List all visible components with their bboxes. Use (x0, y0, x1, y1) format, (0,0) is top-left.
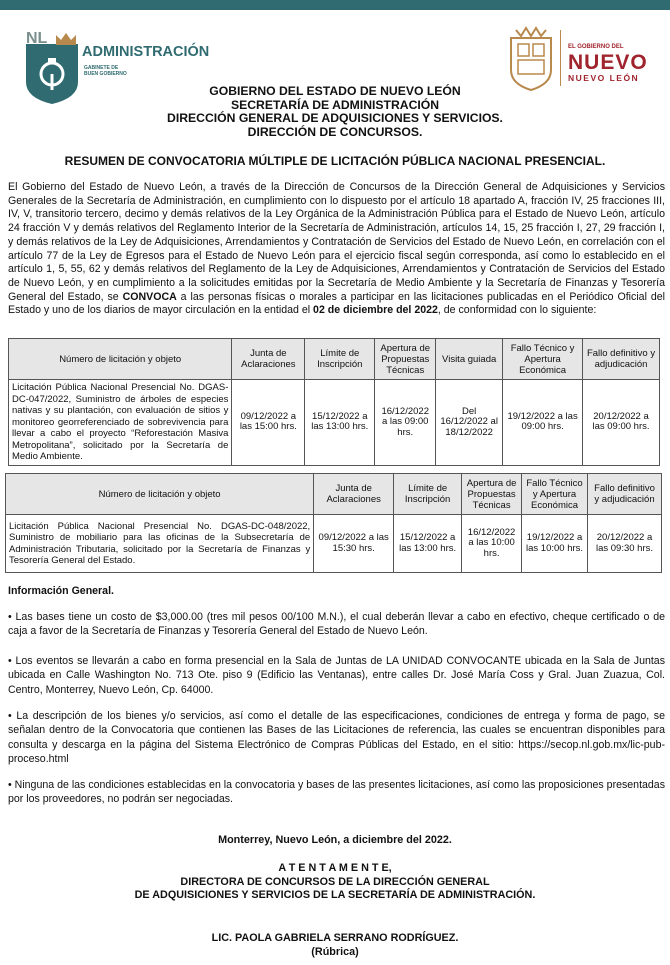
logo-right-line1: EL GOBIERNO DEL (568, 44, 624, 50)
intro-date: 02 de diciembre del 2022 (313, 304, 438, 317)
signer-role-1: DIRECTORA DE CONCURSOS DE LA DIRECCIÓN GENERAL (180, 875, 490, 888)
t2-header-junta: Junta de Aclaraciones (314, 474, 394, 515)
t2-header-limite: Límite de Inscripción (394, 474, 462, 515)
intro-paragraph (8, 181, 665, 318)
logo-right-line2: NUEVO (568, 51, 648, 74)
tender-table-1 (8, 338, 660, 466)
t1-header-limite: Límite de Inscripción (305, 339, 375, 380)
header-line-2: SECRETARÍA DE ADMINISTRACIÓN (230, 97, 440, 112)
signer-role-2: DE ADQUISICIONES Y SERVICIOS DE LA SECRETARÍA DE ADMINISTRACIÓN. (134, 889, 536, 901)
document-subtitle: RESUMEN DE CONVOCATORIA MÚLTIPLE DE LICITACIÓN PÚBLICA NACIONAL PRESENCIAL. (64, 154, 606, 168)
t2-cell-apertura: 16/12/2022 a las 10:00 hrs. (462, 515, 522, 573)
t2-cell-limite: 15/12/2022 a las 13:00 hrs. (394, 515, 462, 573)
info-bullet-negotiation: • Ninguna de las condiciones establecidas en la convocatoria y bases de las presentes licitaciones, así como las proposiciones presentadas por los proveedores, no podrán ser negociadas. (8, 779, 665, 806)
t1-header-visita: Visita guiada (436, 339, 503, 380)
closing-block (0, 862, 670, 903)
t1-cell-junta: 09/12/2022 a las 15:00 hrs. (232, 380, 305, 466)
document-header (0, 85, 670, 139)
t2-cell-objeto: Licitación Pública Nacional Presencial No. DGAS-DC-048/2022, Suministro de mobiliario para las oficinas de la Subsecretaría de Administración Tributaria, solicitado por la Secretaría de Finanzas y Tesorería General del Estado. (6, 515, 314, 573)
t1-header-apertura: Apertura de Propuestas Técnicas (375, 339, 436, 380)
info-bullet-location: • Los eventos se llevarán a cabo en forma presencial en la Sala de Juntas de LA UNIDAD CONVOCANTE ubicada en la Sala de Juntas ubicada en Calle Washington No. 713 Ote. piso 9 (Edificio las Ventanas), entre calles Dr. José María Coss y Gral. Juan Zuazua, Col. Centro, Monterrey, Nuevo León, Cp. 64000. (8, 655, 665, 696)
t1-header-objeto: Número de licitación y objeto (9, 339, 232, 380)
state-shield-icon (506, 26, 556, 92)
header-line-1: GOBIERNO DEL ESTADO DE NUEVO LEÓN (209, 84, 461, 98)
t1-header-fallo-tecnico: Fallo Técnico y Apertura Económica (503, 339, 583, 380)
intro-text-2: a las personas físicas o morales a participar en las licitaciones publicadas en el Periódico Oficial del Estado y uno de los diarios de mayor circulación en la entidad el (8, 290, 665, 317)
t1-cell-visita: Del 16/12/2022 al 18/12/2022 (436, 380, 503, 466)
t1-cell-limite: 15/12/2022 a las 13:00 hrs. (305, 380, 375, 466)
intro-text-3: , de conformidad con lo siguiente: (437, 304, 597, 317)
signer-block (0, 932, 670, 959)
place-date: Monterrey, Nuevo León, a diciembre del 2022. (218, 834, 452, 846)
info-bullet-cost: • Las bases tiene un costo de $3,000.00 (tres mil pesos 00/100 M.N.), el cual deberán llevar a cabo en efectivo, cheque certificado o de caja a favor de la Secretaría de Finanzas y Tesorería General del Estado de Nuevo León. (8, 611, 665, 638)
top-color-bar (0, 0, 670, 10)
t1-header-junta: Junta de Aclaraciones (232, 339, 305, 380)
t2-cell-fallo-tecnico: 19/12/2022 a las 10:00 hrs. (522, 515, 588, 573)
t1-cell-fallo-definitivo: 20/12/2022 a las 09:00 hrs. (583, 380, 660, 466)
intro-text-1: El Gobierno del Estado de Nuevo León, a través de la Dirección de Concursos de la Dirección General de Adquisiciones y Servicios Generales de la Secretaría de Administración, en cumplimiento con lo dispuesto por el artículo 18 apartado A, fracción IV, 25 fracciones III, IV, V, transitorio tercero, decimo y demás relativos de la Ley Orgánica de la Administración Pública para el Estado de Nuevo León, artículo 24 fracción V y demás relativos del Reglamento Interior de la Secretaría de Administración, artículos 14, 15, 25 fracción I, 27, 29 fracción I, y demás relativos de la Ley de Adquisiciones, Arrendamientos y Contratación de Servicios del Estado de Nuevo León, en correlación con el artículo 77 de la Ley de Egresos para el Estado de Nuevo León para el ejercicio fiscal según corresponda, así como lo establecido en el artículo 1, 5, 55, 62 y demás relativos del Reglamento de la Ley de Adquisiciones, Arrendamientos y Contratación de Servicios del Estado de Nuevo León, y en cumplimiento a la solicitudes emitidas por la Secretaría de Medio Ambiente y la Secretaría de Finanzas y Tesorería General del Estado, se (8, 181, 665, 303)
t2-cell-fallo-definitivo: 20/12/2022 a las 09:30 hrs. (588, 515, 662, 573)
t2-header-objeto: Número de licitación y objeto (6, 474, 314, 515)
t2-cell-junta: 09/12/2022 a las 15:30 hrs. (314, 515, 394, 573)
logo-right-line3: NUEVO LEÓN (568, 73, 640, 83)
t1-cell-objeto: Licitación Pública Nacional Presencial No. DGAS-DC-047/2022, Suministro de árboles de especies nativas y su plantación, con evaluación de sitios y monitoreo georreferenciado de sobrevivencia para llevar a cabo el proyecto “Reforestación Masiva Metropolitana”, solicitado por la Secretaría de Medio Ambiente. (9, 380, 232, 466)
logo-mark: NL (26, 30, 48, 47)
t1-cell-fallo-tecnico: 19/12/2022 a las 09:00 hrs. (503, 380, 583, 466)
logo-tagline-1: GABINETE DE (84, 65, 119, 71)
signer-rubrica: (Rúbrica) (311, 945, 359, 958)
logo-title: ADMINISTRACIÓN (82, 44, 210, 60)
logo-tagline-2: BUEN GOBIERNO (84, 71, 127, 77)
info-title: Información General. (8, 585, 114, 597)
info-bullet-description: • La descripción de los bienes y/o servicios, así como el detalle de las especificaciones, condiciones de entrega y forma de pago, se señalan dentro de la Convocatoria que contienen las Bases de las Licitaciones de referencia, las cuales se encuentran disponibles para consulta y descarga en la página del Sistema Electrónico de Compras Públicas del Estado, en el sitio: https://secop.nl.gob.mx/lic-pub-proceso.html (8, 710, 665, 766)
t1-header-fallo-definitivo: Fallo definitivo y adjudicación (583, 339, 660, 380)
header-line-4: DIRECCIÓN DE CONCURSOS. (247, 124, 423, 139)
tender-table-2 (5, 473, 662, 573)
intro-convoca: CONVOCA (122, 290, 177, 303)
header-line-3: DIRECCIÓN GENERAL DE ADQUISICIONES Y SERVICIOS. (167, 111, 503, 125)
crown-icon (56, 33, 76, 45)
t1-cell-apertura: 16/12/2022 a las 09:00 hrs. (375, 380, 436, 466)
t2-header-apertura: Apertura de Propuestas Técnicas (462, 474, 522, 515)
t2-header-fallo-definitivo: Fallo definitivo y adjudicación (588, 474, 662, 515)
atentamente: A T E N T A M E N T E, (278, 862, 392, 874)
t2-header-fallo-tecnico: Fallo Técnico y Apertura Económica (522, 474, 588, 515)
signer-name: LIC. PAOLA GABRIELA SERRANO RODRÍGUEZ. (211, 932, 459, 944)
